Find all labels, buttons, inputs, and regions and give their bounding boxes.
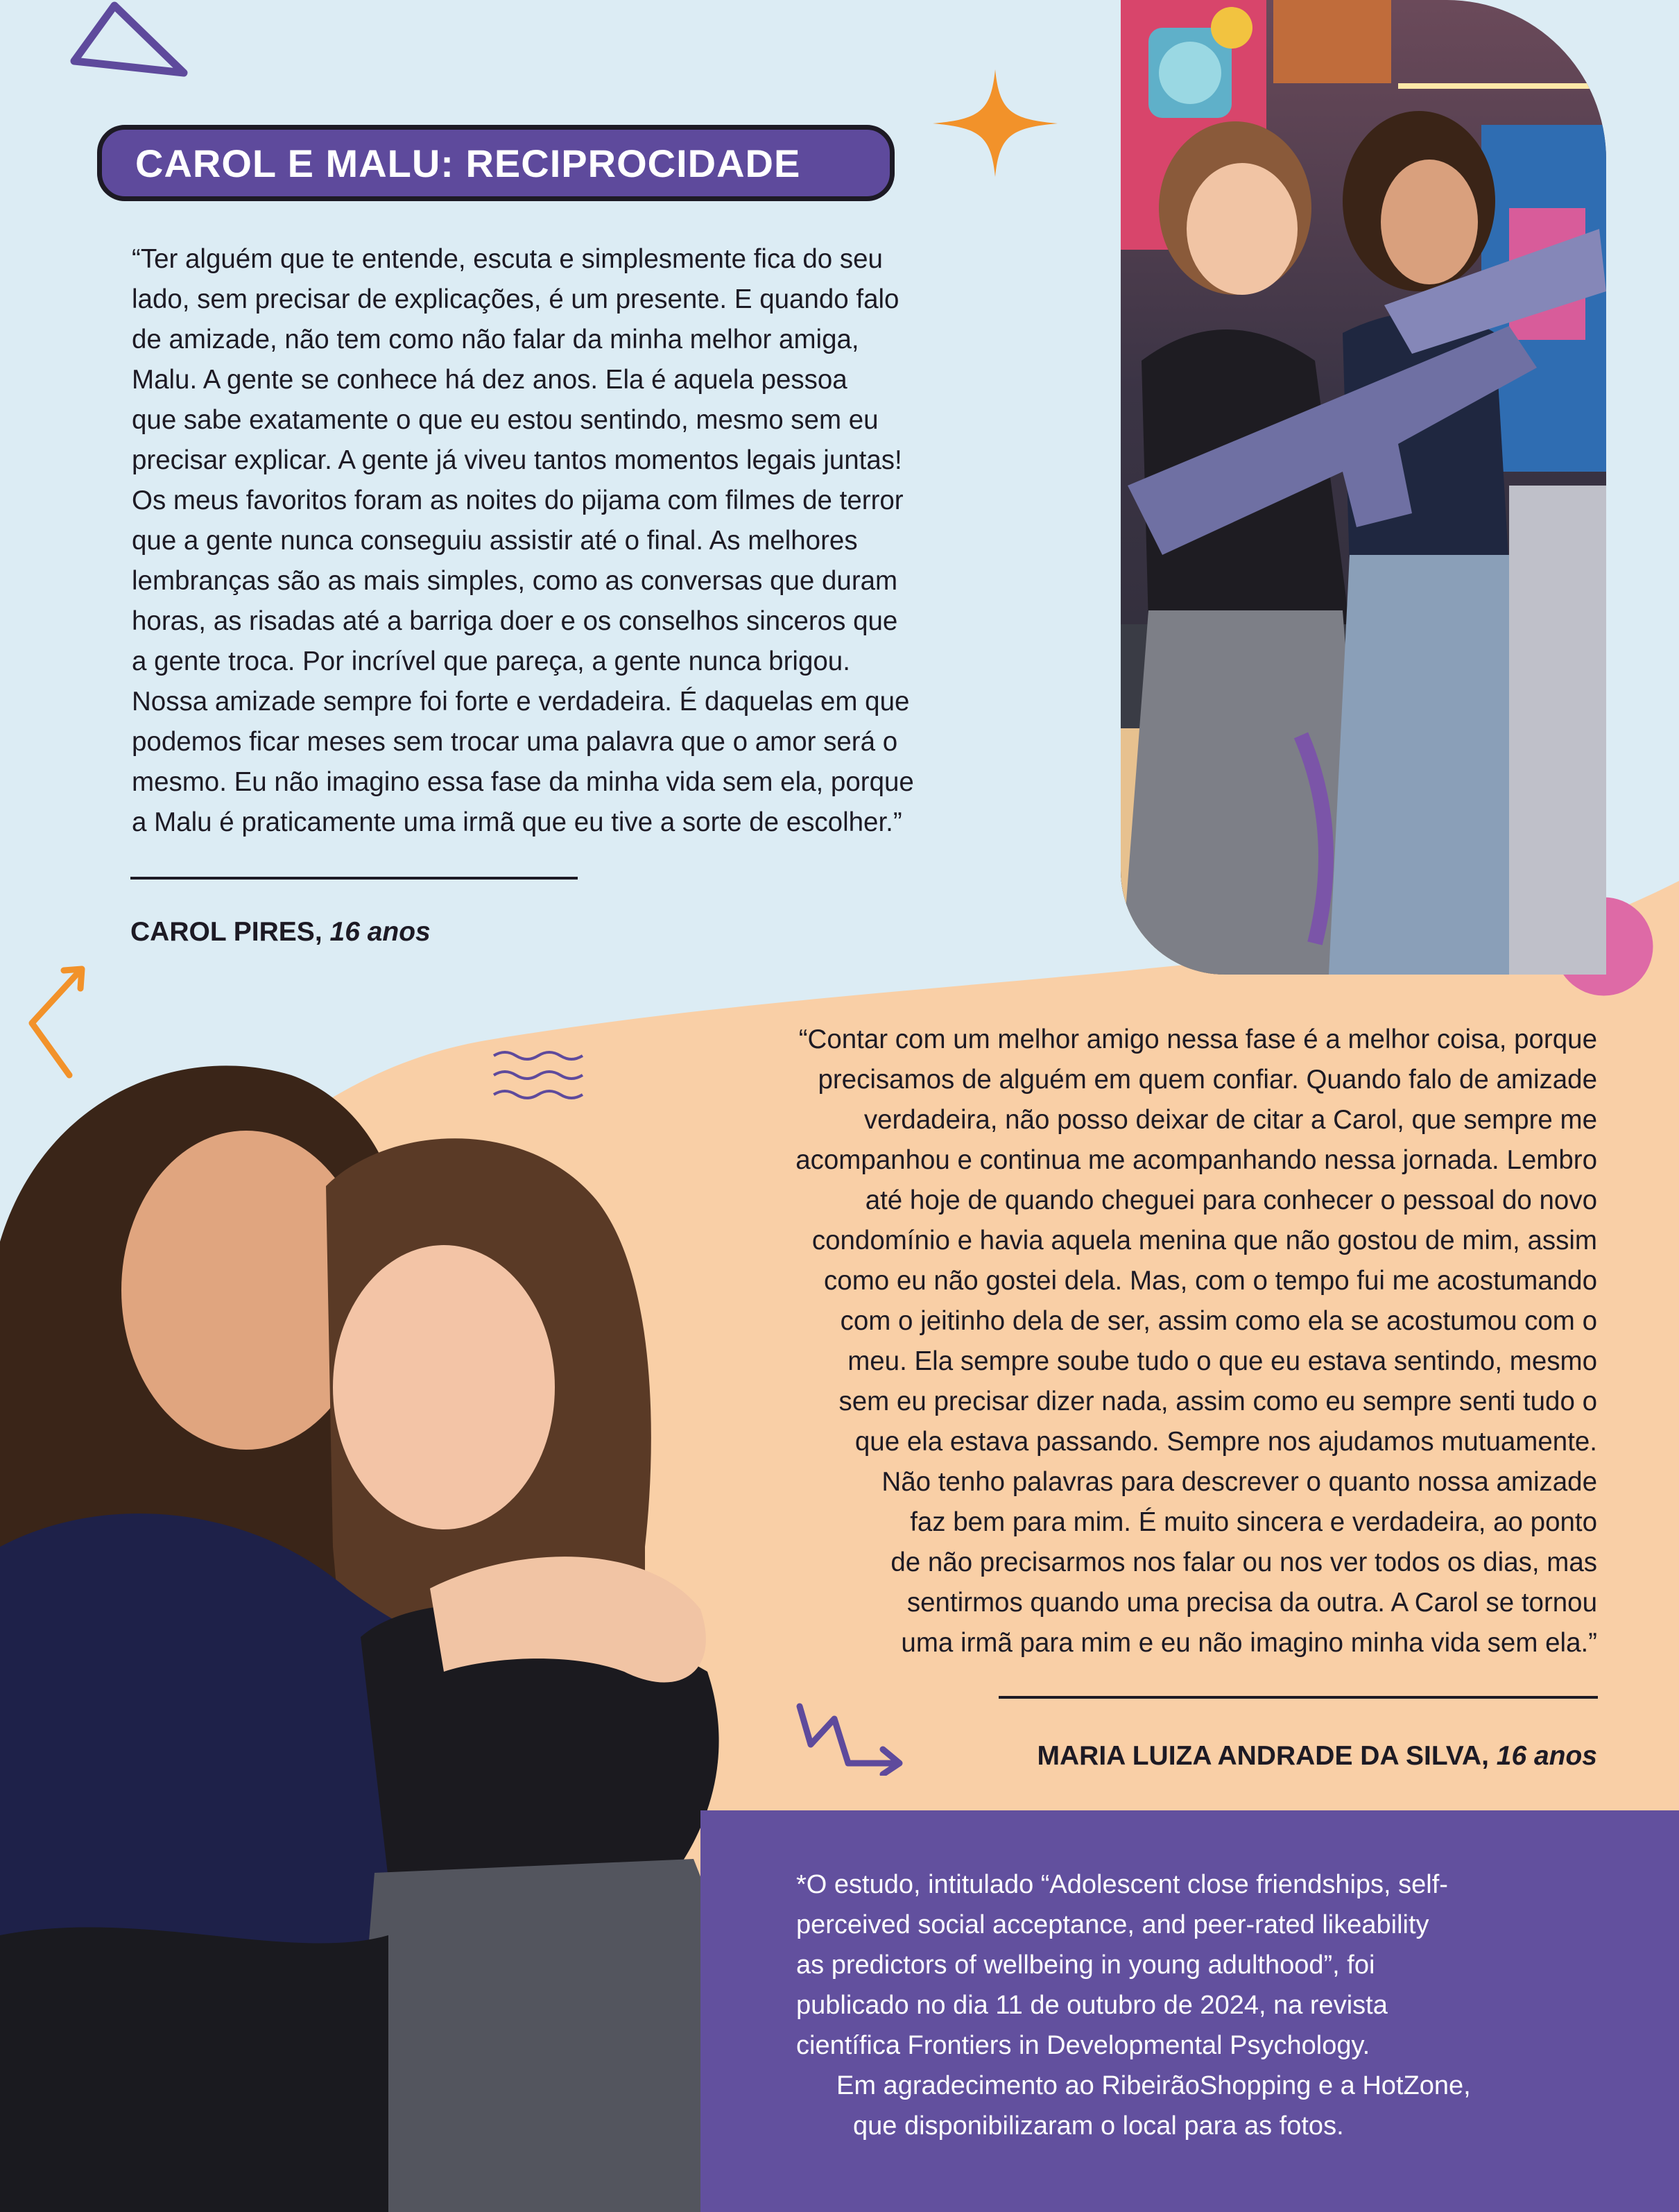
page-title: CAROL E MALU: RECIPROCIDADE [135,141,801,185]
author-age: 16 anos [329,917,431,947]
quote-line: “Contar com um melhor amigo nessa fase é a melhor coisa, porque [798,1024,1597,1054]
footnote-text [796,1864,1628,2146]
author-name: MARIA LUIZA ANDRADE DA SILVA, [1037,1741,1489,1771]
footnote-line: Em agradecimento ao RibeirãoShopping e a HotZone, [836,2071,1471,2100]
triangle-outline-icon [66,0,191,80]
quote-line: que a gente nunca conseguiu assistir até o final. As melhores [132,526,858,556]
quote-line: precisar explicar. A gente já viveu tantos momentos legais juntas! [132,445,902,475]
quote-carol [132,239,1089,843]
quote-line: faz bem para mim. É muito sincera e verdadeira, ao ponto [910,1507,1597,1537]
quote-line: com o jeitinho dela de ser, assim como ela se acostumou com o [840,1306,1597,1336]
footnote-line: publicado no dia 11 de outubro de 2024, na revista [796,1991,1388,2020]
footnote-line: científica Frontiers in Developmental Psychology. [796,2031,1370,2060]
footnote-line: perceived social acceptance, and peer-rated likeability [796,1910,1429,1939]
author-age: 16 anos [1496,1741,1597,1771]
sparkle-star-icon [933,69,1058,177]
footnote-line: as predictors of wellbeing in young adulthood”, foi [796,1950,1375,1980]
quote-line: meu. Ela sempre soube tudo o que eu estava sentindo, mesmo [847,1346,1597,1376]
quote-line: que sabe exatamente o que eu estou sentindo, mesmo sem eu [132,405,879,435]
quote-line: a gente troca. Por incrível que pareça, a gente nunca brigou. [132,646,850,676]
quote-line: Nossa amizade sempre foi forte e verdadeira. É daquelas em que [132,687,910,717]
arcade-photo [1121,0,1606,975]
quote-line: podemos ficar meses sem trocar uma palavra que o amor será o [132,727,898,757]
quote-line: acompanhou e continua me acompanhando nessa jornada. Lembro [795,1145,1597,1175]
author-name: CAROL PIRES, [130,917,322,947]
quote-line: sentirmos quando uma precisa da outra. A Carol se tornou [906,1588,1597,1618]
quote-line: sem eu precisar dizer nada, assim como eu sempre senti tudo o [838,1387,1597,1416]
footnote-line: *O estudo, intitulado “Adolescent close friendships, self- [796,1870,1448,1899]
quote-line: Não tenho palavras para descrever o quanto nossa amizade [881,1467,1597,1497]
quote-line: que ela estava passando. Sempre nos ajudamos mutuamente. [854,1427,1597,1457]
section-title-box [97,125,895,201]
author-signature-carol [130,917,431,948]
arcade-photo-illustration [1121,0,1606,975]
quote-line: Malu. A gente se conhece há dez anos. Ela é aquela pessoa [132,365,847,395]
quote-malu [557,1020,1597,1663]
footnote-line: que disponibilizaram o local para as fotos. [853,2111,1344,2141]
quote-line: uma irmã para mim e eu não imagino minha vida sem ela.” [901,1628,1597,1658]
divider-line [130,877,578,880]
quote-line: precisamos de alguém em quem confiar. Quando falo de amizade [818,1065,1597,1095]
quote-line: mesmo. Eu não imagino essa fase da minha vida sem ela, porque [132,767,914,797]
quote-line: horas, as risadas até a barriga doer e os conselhos sinceros que [132,606,898,636]
quote-line: lado, sem precisar de explicações, é um presente. E quando falo [132,284,899,314]
quote-line: como eu não gostei dela. Mas, com o tempo fui me acostumando [824,1266,1597,1296]
quote-line: “Ter alguém que te entende, escuta e simplesmente fica do seu [132,244,883,274]
quote-line: de amizade, não tem como não falar da minha melhor amiga, [132,325,859,354]
quote-line: verdadeira, não posso deixar de citar a Carol, que sempre me [863,1105,1597,1135]
quote-line: condomínio e havia aquela menina que não gostou de mim, assim [811,1226,1597,1255]
quote-line: Os meus favoritos foram as noites do pijama com filmes de terror [132,486,904,515]
divider-line [999,1696,1598,1699]
author-signature-malu [1037,1741,1598,1772]
quote-line: de não precisarmos nos falar ou nos ver todos os dias, mas [890,1547,1597,1577]
quote-line: até hoje de quando cheguei para conhecer o pessoal do novo [865,1185,1597,1215]
quote-line: a Malu é praticamente uma irmã que eu tive a sorte de escolher.” [132,807,902,837]
quote-line: lembranças são as mais simples, como as conversas que duram [132,566,898,596]
